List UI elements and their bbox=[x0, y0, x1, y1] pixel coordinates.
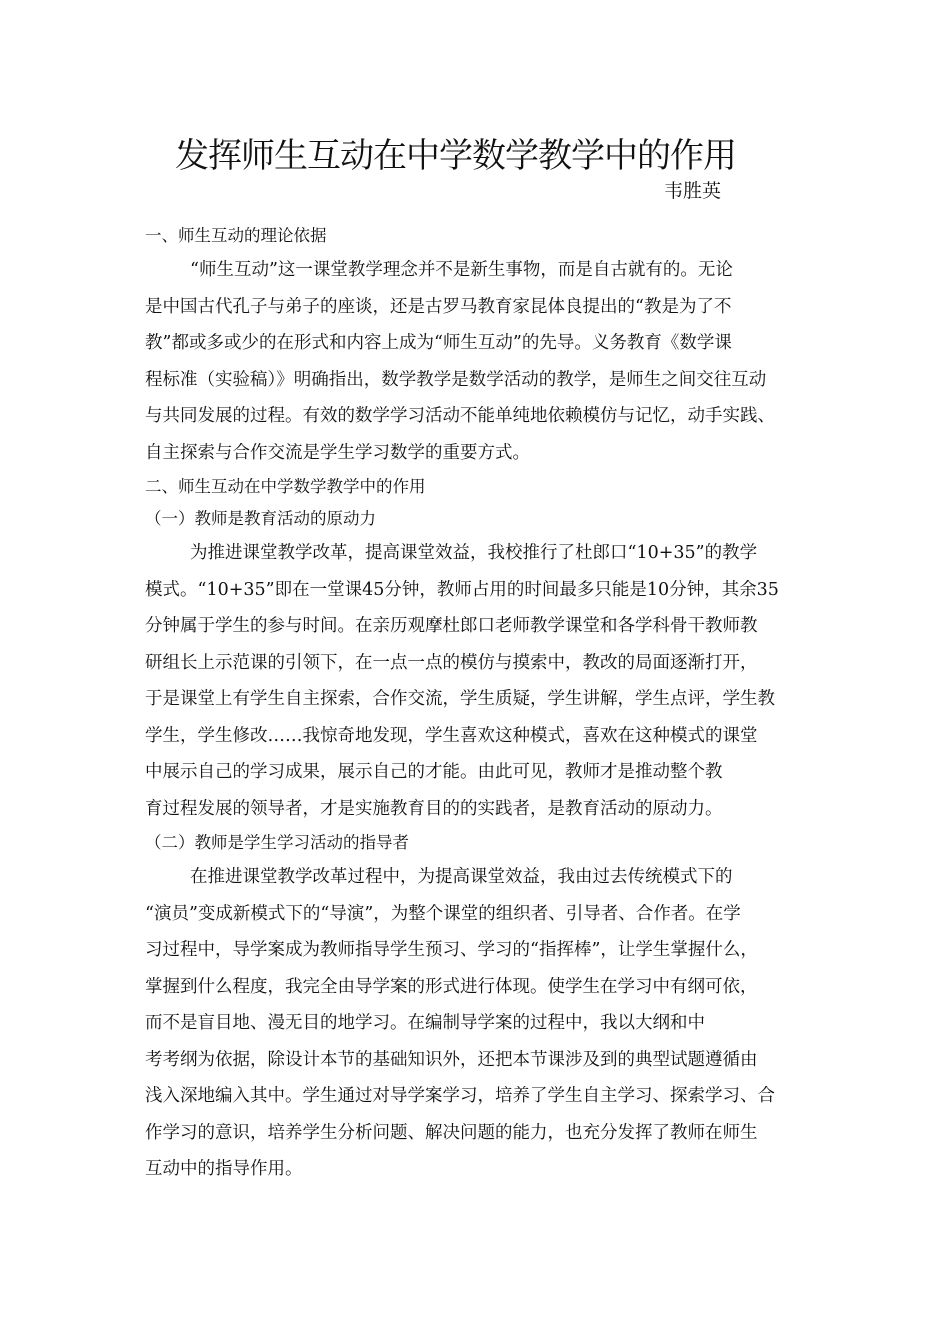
paragraph-line: 掌握到什么程度，我完全由导学案的形式进行体现。使学生在学习中有纲可依， bbox=[145, 976, 758, 997]
paragraph-line: 习过程中，导学案成为教师指导学生预习、学习的“指挥棒”，让学生掌握什么， bbox=[145, 940, 758, 960]
document-body bbox=[145, 220, 825, 1188]
paragraph-line: 作学习的意识，培养学生分析问题、解决问题的能力，也充分发挥了教师在师生 bbox=[145, 1122, 758, 1143]
paragraph-line: 程标准（实验稿）》明确指出，数学教学是数学活动的教学，是师生之间交往互动 bbox=[145, 369, 767, 390]
paragraph-line: 于是课堂上有学生自主探索，合作交流，学生质疑，学生讲解，学生点评，学生教 bbox=[145, 689, 775, 709]
paragraph-line: “演员”变成新模式下的“导演”，为整个课堂的组织者、引导者、合作者。在学 bbox=[145, 903, 741, 924]
section-heading-1: 一、师生互动的理论依据 bbox=[145, 226, 327, 245]
paragraph-line: “师生互动”这一课堂教学理念并不是新生事物，而是自古就有的。无论 bbox=[190, 260, 733, 280]
subsection-heading-1: （一）教师是教育活动的原动力 bbox=[145, 509, 376, 528]
paragraph-line: 是中国古代孔子与弟子的座谈，还是古罗马教育家昆体良提出的“教是为了不 bbox=[145, 296, 732, 317]
subsection-heading-2: （二）教师是学生学习活动的指导者 bbox=[145, 833, 409, 852]
paragraph-1 bbox=[145, 252, 825, 471]
paragraph-line: 自主探索与合作交流是学生学习数学的重要方式。 bbox=[145, 442, 530, 463]
author-name: 韦胜英 bbox=[664, 180, 722, 202]
document-title: 发挥师生互动在中学数学教学中的作用 bbox=[175, 136, 736, 176]
paragraph-line: 教”都或多或少的在形式和内容上成为“师生互动”的先导。义务教育《数学课 bbox=[145, 333, 732, 353]
paragraph-line: 分钟属于学生的参与时间。在亲历观摩杜郎口老师教学课堂和各学科骨干教师教 bbox=[145, 616, 758, 636]
paragraph-line: 与共同发展的过程。有效的数学学习活动不能单纯地依赖模仿与记忆，动手实践、 bbox=[145, 406, 775, 426]
paragraph-2 bbox=[145, 535, 825, 827]
paragraph-line: 浅入深地编入其中。学生通过对导学案学习，培养了学生自主学习、探索学习、合 bbox=[145, 1086, 775, 1106]
paragraph-line: 在推进课堂教学改革过程中，为提高课堂效益，我由过去传统模式下的 bbox=[190, 867, 733, 887]
paragraph-line: 模式。“10+35”即在一堂课45分钟，教师占用的时间最多只能是10分钟，其余35 bbox=[145, 579, 779, 600]
paragraph-line: 考考纲为依据，除设计本节的基础知识外，还把本节课涉及到的典型试题遵循由 bbox=[145, 1049, 758, 1070]
paragraph-line: 育过程发展的领导者，才是实施教育目的的实践者，是教育活动的原动力。 bbox=[145, 798, 723, 819]
paragraph-line: 中展示自己的学习成果，展示自己的才能。由此可见，教师才是推动整个教 bbox=[145, 762, 723, 782]
section-heading-2: 二、师生互动在中学数学教学中的作用 bbox=[145, 477, 426, 496]
paragraph-line: 研组长上示范课的引领下，在一点一点的模仿与摸索中，教改的局面逐渐打开， bbox=[145, 652, 758, 673]
paragraph-3 bbox=[145, 859, 825, 1188]
paragraph-line: 为推进课堂教学改革，提高课堂效益，我校推行了杜郎口“10+35”的教学 bbox=[190, 543, 758, 563]
paragraph-line: 互动中的指导作用。 bbox=[145, 1159, 303, 1179]
paragraph-line: 学生，学生修改……我惊奇地发现，学生喜欢这种模式，喜欢在这种模式的课堂 bbox=[145, 725, 758, 746]
paragraph-line: 而不是盲目地、漫无目的地学习。在编制导学案的过程中，我以大纲和中 bbox=[145, 1013, 705, 1033]
